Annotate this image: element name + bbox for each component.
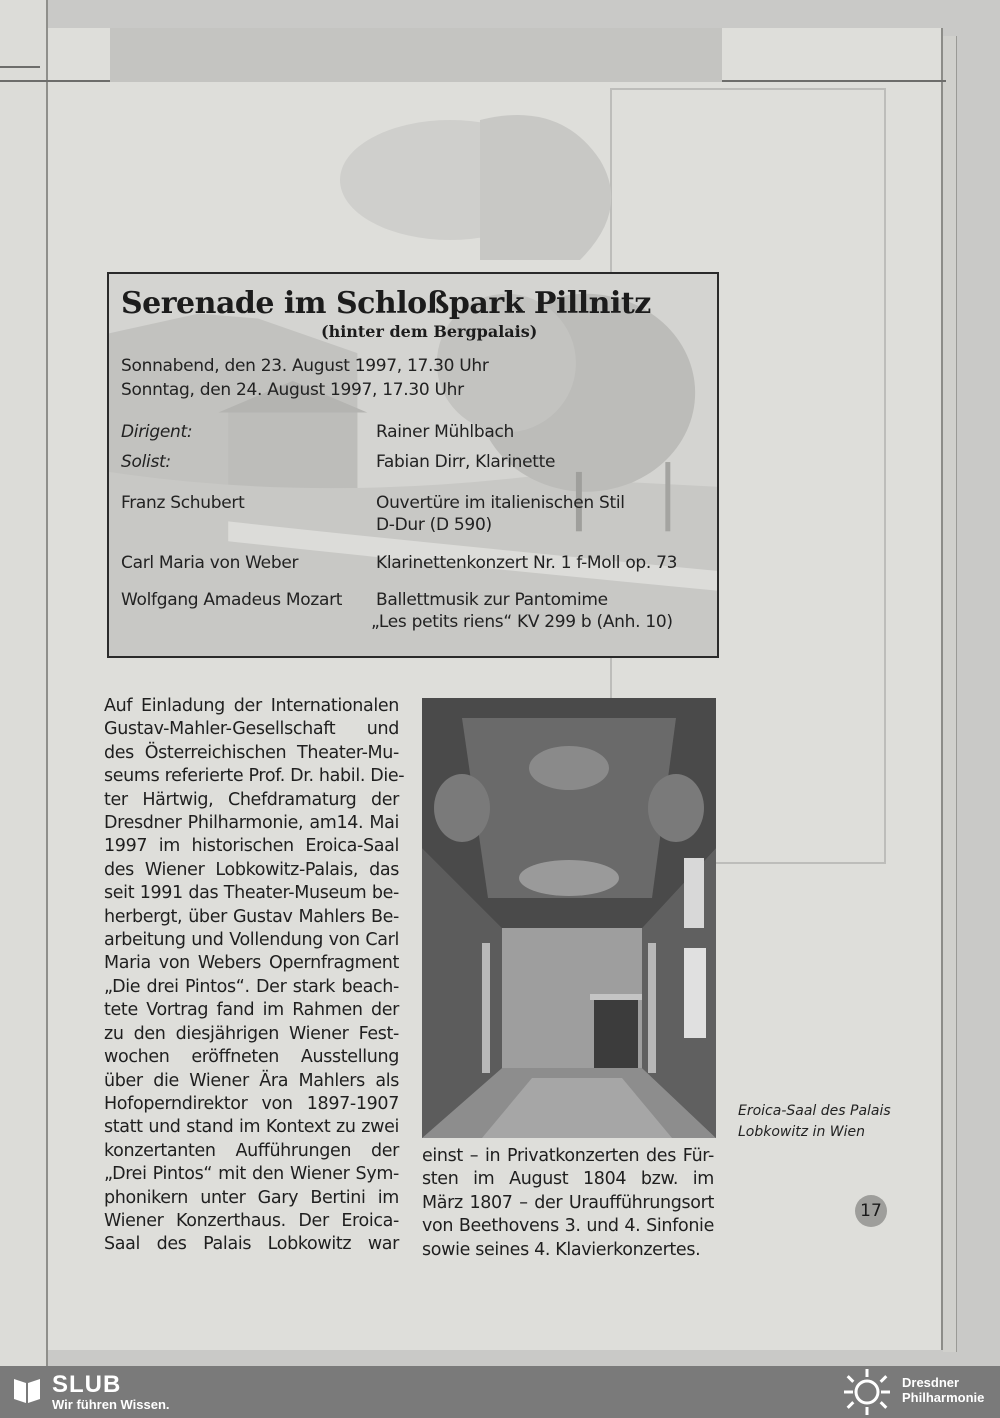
photo-caption [738, 1101, 898, 1143]
article-line: Maria von Webers Opernfragment [104, 953, 399, 974]
program-work: Klarinettenkonzert Nr. 1 f-Moll op. 73 [376, 553, 678, 573]
article-line: seums referierte Prof. Dr. habil. Die- [104, 766, 405, 787]
concert-box [107, 272, 719, 658]
left-page-rule [0, 66, 40, 68]
article-line: wochen eröffneten Ausstellung [104, 1047, 399, 1068]
conductor-label: Dirigent: [121, 422, 193, 442]
article-line: zu den diesjährigen Wiener Fest- [104, 1023, 399, 1044]
article-line: von Beethovens 3. und 4. Sinfonie [422, 1216, 714, 1237]
article-line: über die Wiener Ära Mahlers als [104, 1070, 399, 1091]
article-line: konzertanten Aufführungen der [104, 1140, 399, 1161]
concert-subtitle: (hinter dem Bergpalais) [321, 322, 538, 341]
partner-name-line: Dresdner [902, 1375, 960, 1390]
show-through-figure [300, 100, 720, 270]
article-line: tete Vortrag fand im Rahmen der [104, 1000, 399, 1021]
caption-line: Lobkowitz in Wien [738, 1124, 865, 1140]
conductor-name: Rainer Mühlbach [376, 422, 514, 442]
program-composer: Franz Schubert [121, 493, 245, 513]
caption-line: Eroica-Saal des Palais [738, 1103, 891, 1119]
slub-book-icon[interactable] [12, 1375, 42, 1405]
concert-date-2: Sonntag, den 24. August 1997, 17.30 Uhr [121, 380, 464, 400]
article-line: arbeitung und Vollendung von Carl [104, 930, 399, 951]
partner-name [902, 1375, 984, 1405]
article-line: sten im August 1804 bzw. im [422, 1169, 714, 1190]
article-column-left [104, 695, 405, 1257]
article-line: „Die drei Pintos“. Der stark beach- [104, 976, 399, 997]
concert-date-1: Sonnabend, den 23. August 1997, 17.30 Uhr [121, 356, 489, 376]
program-work: Ouvertüre im italienischen Stil [376, 493, 625, 513]
article-line: des Österreichischen Theater-Mu- [104, 742, 399, 763]
article-line: Auf Einladung der Internationalen [104, 696, 399, 716]
program-work: Ballettmusik zur Pantomime [376, 590, 608, 610]
library-tagline: Wir führen Wissen. [52, 1397, 170, 1412]
article-line: des Wiener Lobkowitz-Palais, das [104, 859, 399, 880]
article-line: Saal des Palais Lobkowitz war [104, 1234, 399, 1255]
program-work-detail: D-Dur (D 590) [376, 515, 492, 535]
eroica-saal-photo [422, 698, 716, 1138]
program-composer: Wolfgang Amadeus Mozart [121, 590, 343, 610]
article-line: Gustav-Mahler-Gesellschaft und [104, 719, 399, 740]
soloist-label: Solist: [121, 452, 171, 472]
article-line: phonikern unter Gary Bertini im [104, 1187, 399, 1208]
article-line: sowie seines 4. Klavierkonzertes. [422, 1239, 701, 1260]
article-line: 1997 im historischen Eroica-Saal [104, 836, 399, 857]
program-composer: Carl Maria von Weber [121, 553, 299, 573]
philharmonie-sun-logo[interactable] [840, 1369, 894, 1415]
library-name[interactable]: SLUB [52, 1371, 122, 1398]
article-column-right [422, 1145, 714, 1262]
article-line: März 1807 – der Uraufführungsort [422, 1192, 714, 1213]
article-line: Dresdner Philharmonie, am14. Mai [104, 813, 399, 834]
program-work-detail: „Les petits riens“ KV 299 b (Anh. 10) [371, 612, 673, 632]
concert-title: Serenade im Schloßpark Pillnitz [121, 286, 651, 321]
article-line: einst – in Privatkonzerten des Für- [422, 1146, 714, 1166]
left-page-edge [0, 0, 48, 1366]
article-line: statt und stand im Kontext zu zwei [104, 1117, 399, 1138]
article-line: Wiener Konzerthaus. Der Eroica- [104, 1210, 399, 1231]
article-line: „Drei Pintos“ mit den Wiener Sym- [104, 1164, 399, 1185]
page-number: 17 [855, 1195, 887, 1227]
partner-name-line: Philharmonie [902, 1390, 985, 1405]
footer-bar [0, 1366, 1000, 1418]
article-line: seit 1991 das Theater-Museum be- [104, 883, 399, 904]
article-line: ter Härtwig, Chefdramaturg der [104, 789, 399, 810]
article-line: Hofoperndirektor von 1897-1907 [104, 1093, 399, 1114]
article-line: herbergt, über Gustav Mahlers Be- [104, 906, 399, 927]
soloist-name: Fabian Dirr, Klarinette [376, 452, 556, 472]
page-fore-edge [943, 36, 957, 1352]
show-through-band [110, 28, 722, 82]
